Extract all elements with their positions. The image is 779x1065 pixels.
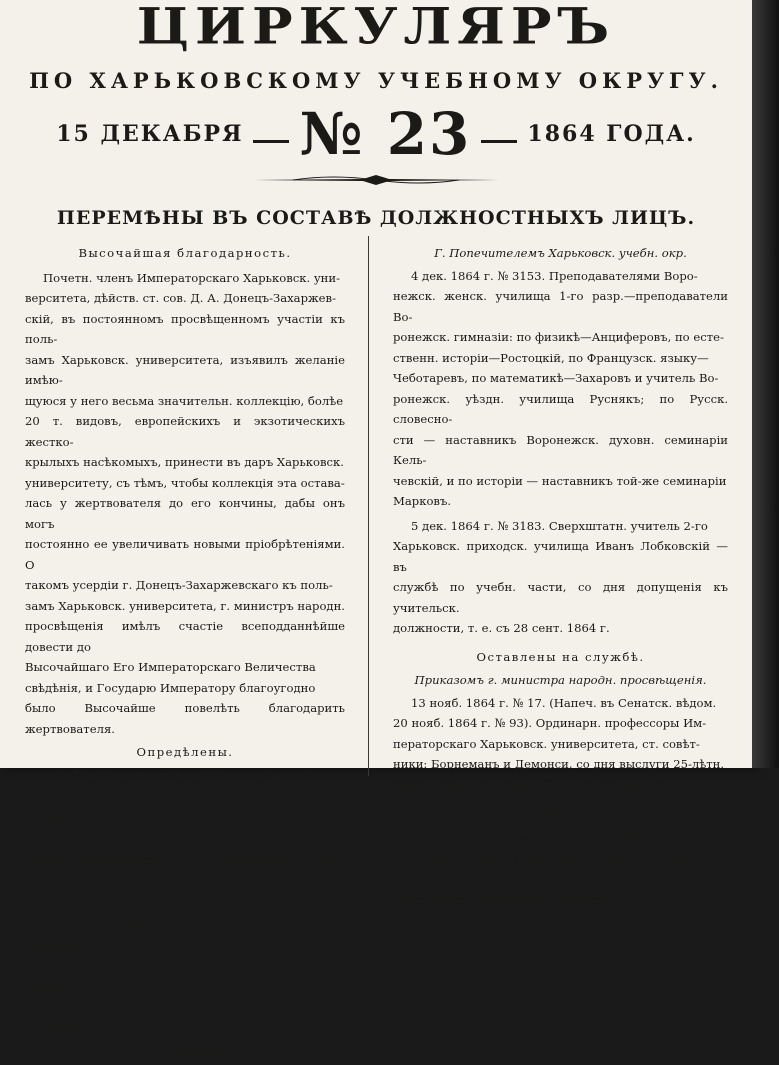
text-line: ники: Борнеманъ и Демонси, со дня выслуги 25-лѣтн. [393,757,725,771]
paragraph-supernumerary [393,516,728,639]
text-line: скій — втор. учителемъ въ Павловск. приходск. училище. [25,1001,345,1036]
text-line: сти — наставникъ Воронежск. духовн. семинаріи Кель- [393,432,728,467]
text-line: скій, въ постоянномъ просвѣщенномъ участіи къ поль- [25,311,345,346]
text-line: 7 дек. 1864 г. № 3195. Учитель ариѳм. и геомет- [25,791,345,826]
text-line: ператорскаго Харьковск. университета, ст. совѣт- [393,736,700,751]
text-line: 17 нояб. 1864 г. № 9855. 1. Уволенн. отъ служ- [411,852,698,866]
page-edge-shadow [752,0,779,768]
ornament-divider [253,172,499,188]
text-line: ронежск. гимназіи: по физикѣ—Анциферовъ, по есте- [393,330,724,344]
paragraph-teachers [393,266,728,512]
heading-director: Г. Директоромъ училищъ Воронежск. губерн. [40,896,330,911]
heading-trustee-right: Г. Попечителемъ Харьковск. учебн. окр. [434,246,687,260]
text-line: крылыхъ насѣкомыхъ, принести въ даръ Харьковск. [25,455,344,469]
text-line: 4 дек. 1864 г. № 3153. Преподавателями Воро- [411,268,698,283]
issue-year: 1864 ГОДА. [527,121,696,147]
text-line: постоянно ее увеличивать новыми пріобрѣтеніями. О [25,537,345,572]
text-line: лась у жертвователя до его кончины, дабы онъ могъ [25,496,345,531]
text-line: чевскій, и по исторіи — наставникъ той-же семинаріи [393,473,727,488]
text-line: штатн. смотрителемъ въ Грайворонск. уѣздн. училище. [25,852,345,887]
text-line: службѣ по учебн. части, со дня допущенія къ учительск. [393,580,728,615]
text-line: должности, т. е. съ 28 сент. 1864 г. [393,621,610,635]
heading-gratitude: Высочайшая благодарность. [78,246,292,260]
paragraph-appointment-2 [25,916,345,1039]
issue-number: № 23 [299,100,472,168]
text-line: Харьковск. приходск. училища Иванъ Лобковскій — въ [393,539,728,574]
section-title: ПЕРЕМѢНЫ ВЪ СОСТАВѢ ДОЛЖНОСТНЫХЪ ЛИЦЪ. [56,207,696,229]
text-line: Чеботаревъ, по математикѣ—Захаровъ и учитель Во- [393,371,719,385]
text-line: ріи Рыльск. уѣздн. училища, тит. сов. Постовъ — [25,832,326,846]
text-line: ператорскаго Харьковск. университета, дѣйств. ст. [393,893,708,907]
text-line: срока, перв. по 9 іюня 1868 г., а послѣдн. на 5 лѣтъ. [393,777,714,792]
heading-retained: Оставлены на службѣ. [476,649,645,664]
heading-confirmed: Утверждены. [136,1045,234,1059]
text-line: ственн. исторіи—Ростоцкій, по Французск. языку— [393,350,709,365]
text-line: 20 т. видовъ, европейскихъ и экзотическихъ жестко- [25,414,345,449]
text-line: Почетн. членъ Императорскаго Харьковск. уни- [43,270,341,285]
dash-rule [253,140,289,143]
text-line: такомъ усердіи г. Донецъ-Захаржевскаго къ поль- [25,578,333,592]
paragraph-professors [393,693,728,796]
paragraph-appointment-1 [25,788,345,891]
text-line: нежск. женск. училища 1-го разр.—преподаватели Во- [393,289,728,324]
heading-minister: Г. Министромъ Народн. Просвѣщенія. [437,829,684,844]
text-line: свѣдѣнія, и Государю Императору благоугодно [25,680,316,695]
heading-appointed: Опредѣлены. [136,745,234,759]
text-line: училища, изъ оберъ-офицерск. дѣтей, Михаилъ Гонор- [25,960,345,995]
publication-subtitle: ПО ХАРЬКОВСКОМУ УЧЕБНОМУ ОКРУГУ. [29,68,723,93]
text-line: просвѣщенія имѣлъ счастіе всеподданнѣйше довести до [25,619,345,654]
text-line: ронежск. уѣздн. училища Руснякъ; по Русск. словесно- [393,391,728,426]
heading-pensions: Назначены пенсіи. [489,806,632,820]
issue-date: 15 ДЕКАБРЯ [56,121,244,147]
text-line: 13 нояб. 1864 г. № 17. (Напеч. въ Сенатск. вѣдом. [411,695,717,710]
text-line: замъ Харьковск. университета, г. министръ народн. [25,598,345,613]
text-line: бы, согласно прошенію, заслуженн. профессору Им- [393,872,718,887]
text-line: Марковъ. [393,494,452,508]
paragraph-pension [393,849,728,911]
heading-trustee: Г. Попечителемъ Харьковск. учебн. окр. [58,768,312,783]
text-line: университету, съ тѣмъ, чтобы коллекція эта остава- [25,475,345,490]
text-line: Высочайшаго Его Императорскаго Величества [25,660,316,674]
issue-line [0,100,752,168]
right-column [393,240,728,911]
publication-title: ЦИРКУЛЯРЪ [136,0,616,56]
text-line: верситета, дѣйств. ст. сов. Д. А. Донецъ-Захаржев- [25,291,336,305]
dash-rule [481,140,517,143]
text-line: замъ Харьковск. университета, изъявилъ желаніе имѣю- [25,352,345,387]
left-column [25,240,345,1065]
text-line: щуюся у него весьма значительн. коллекцію, болѣе [25,393,344,408]
heading-ministerial-order: Приказомъ г. министра народн. просвѣщенія. [414,673,707,687]
paragraph-donation [25,268,345,740]
text-line: 26 нояб. 1864 г. Удостоенн. званія учителя приходск. [25,919,345,954]
text-line: 20 нояб. 1864 г. № 93). Ординарн. профессоры Им- [393,716,707,730]
column-divider [368,236,369,776]
text-line: 5 дек. 1864 г. № 3183. Сверхштатн. учитель 2-го [411,518,708,533]
text-line: было Высочайше повелѣть благодарить жертвователя. [25,701,345,736]
